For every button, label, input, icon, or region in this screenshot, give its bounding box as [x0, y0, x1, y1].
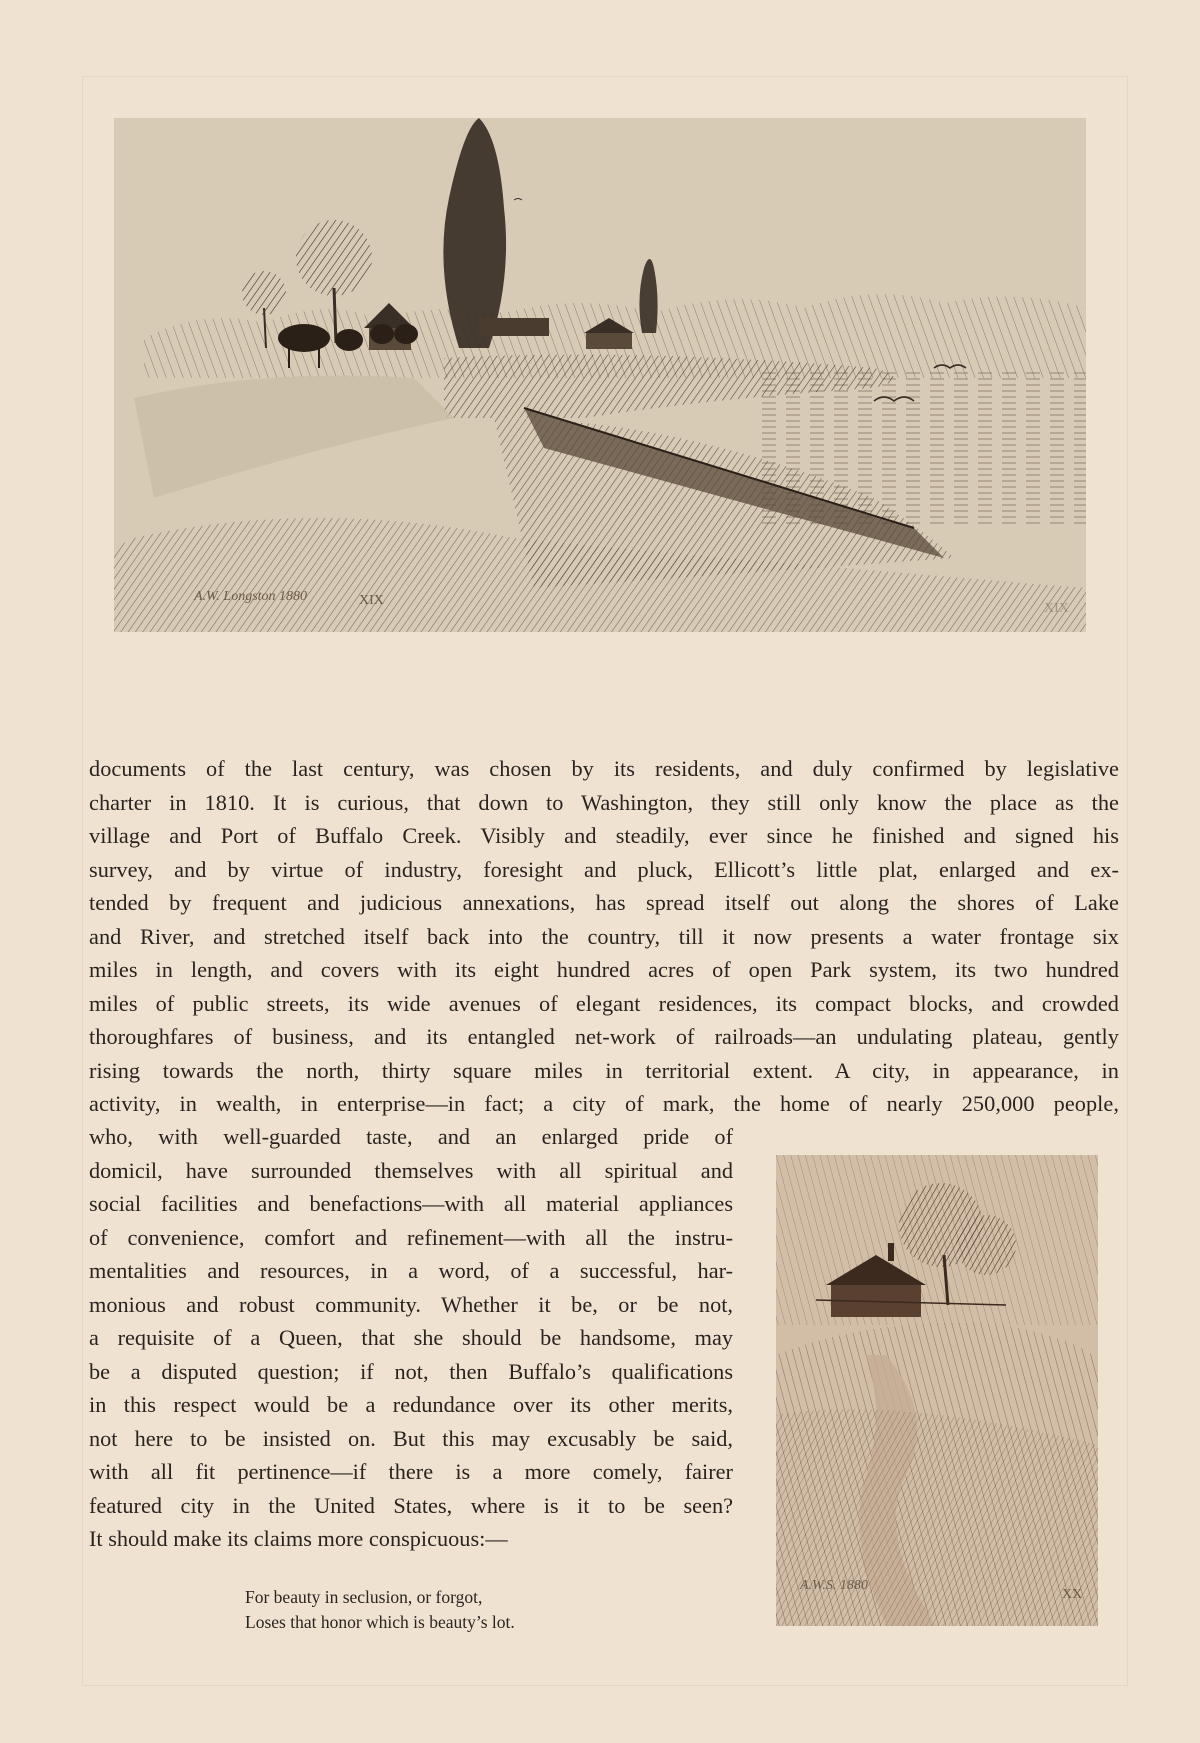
text-line: with all fit pertinence—if there is a more comely, fairer: [89, 1459, 733, 1484]
text-line: featured city in the United States, where is it to be seen?: [89, 1492, 733, 1518]
text-line: rising towards the north, thirty square miles in territorial extent. A city, in appearance, in: [89, 1057, 1119, 1083]
text-line: mentalities and resources, in a word, of a successful, har-: [89, 1258, 733, 1283]
etching-canal-art: [114, 118, 1086, 632]
text-line: It should make its claims more conspicuous:—: [89, 1526, 508, 1551]
text-line: tended by frequent and judicious annexations, has spread itself out along the shores of Lake: [89, 890, 1119, 915]
text-line: social facilities and benefactions—with all material appliances: [89, 1191, 733, 1216]
etching-cottage-scene: [776, 1155, 1098, 1626]
text-line: who, with well-guarded taste, and an enlarged pride of: [89, 1124, 733, 1149]
etching-cottage-art: [776, 1155, 1098, 1626]
text-line: miles of public streets, its wide avenues of elegant residences, its compact blocks, and crowded: [89, 990, 1119, 1016]
text-line: a requisite of a Queen, that she should be handsome, may: [89, 1325, 733, 1350]
text-line: activity, in wealth, in enterprise—in fact; a city of mark, the home of nearly 250,000 people,: [89, 1091, 1119, 1116]
text-line: charter in 1810. It is curious, that down to Washington, they still only know the place as the: [89, 789, 1119, 815]
text-line: in this respect would be a redundance over its other merits,: [89, 1392, 733, 1417]
text-line: miles in length, and covers with its eight hundred acres of open Park system, its two hundred: [89, 957, 1119, 982]
text-line: survey, and by virtue of industry, foresight and pluck, Ellicott’s little plat, enlarged and ex-: [89, 856, 1119, 882]
etching-canal-scene: [114, 118, 1086, 632]
text-line: domicil, have surrounded themselves with all spiritual and: [89, 1157, 733, 1183]
text-line: not here to be insisted on. But this may excusably be said,: [89, 1425, 733, 1451]
body-paragraph-narrow: [89, 1120, 733, 1556]
text-line: village and Port of Buffalo Creek. Visibly and steadily, ever since he finished and signed his: [89, 823, 1119, 848]
text-line: and River, and stretched itself back into the country, till it now presents a water frontage six: [89, 923, 1119, 949]
text-line: monious and robust community. Whether it be, or be not,: [89, 1291, 733, 1317]
plate-number-xx: XX: [1062, 1587, 1083, 1602]
text-line: be a disputed question; if not, then Buffalo’s qualifications: [89, 1358, 733, 1384]
text-line: thoroughfares of business, and its entangled net-work of railroads—an undulating plateau, gently: [89, 1024, 1119, 1049]
poem-quote: [245, 1585, 515, 1635]
poem-verse: Loses that honor which is beauty’s lot.: [245, 1612, 515, 1632]
plate-number-xix-faint: XIX: [1044, 601, 1069, 616]
poem-verse: For beauty in seclusion, or forgot,: [245, 1587, 483, 1607]
text-line: documents of the last century, was chosen by its residents, and duly confirmed by legislative: [89, 756, 1119, 781]
artist-signature-side: A.W.S. 1880: [800, 1578, 868, 1593]
body-paragraph-full: [89, 752, 1119, 1121]
plate-number-xix: XIX: [359, 593, 384, 608]
artist-signature-top: A.W. Longston 1880: [194, 589, 308, 604]
text-line: of convenience, comfort and refinement—with all the instru-: [89, 1224, 733, 1250]
